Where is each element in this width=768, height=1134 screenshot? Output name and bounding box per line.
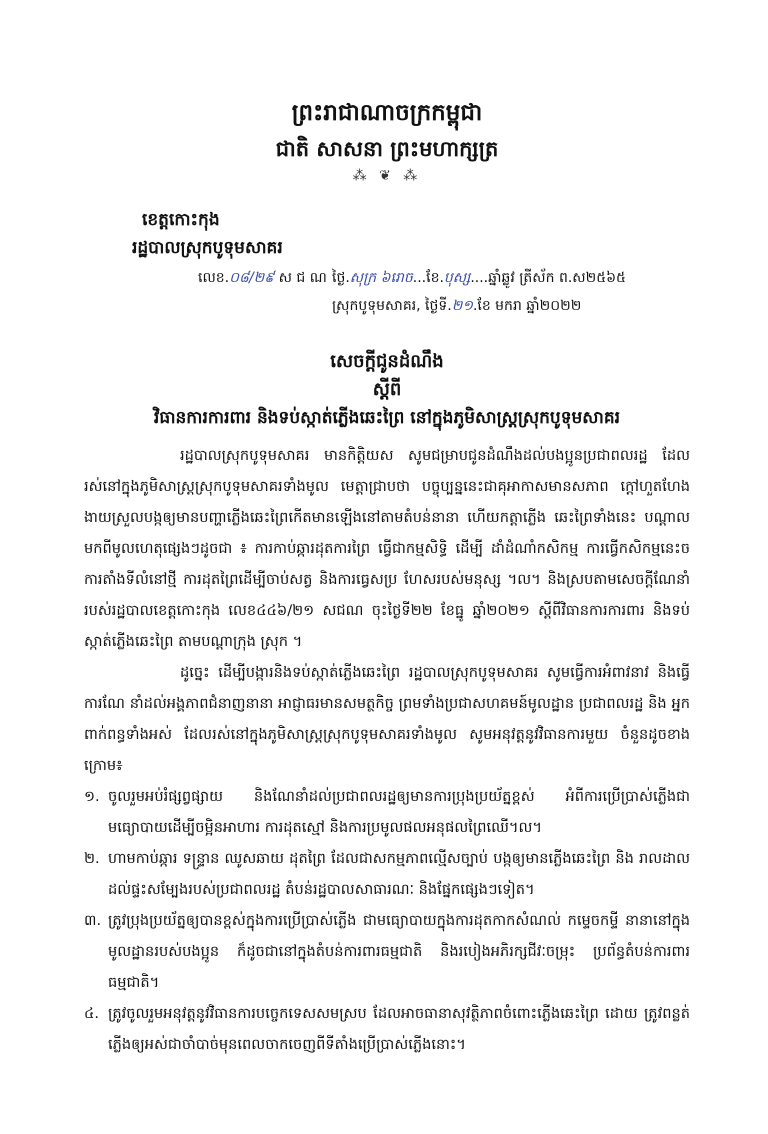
kingdom-heading: ព្រះរាជាណាចក្រកម្ពុជា xyxy=(291,100,483,126)
solar-day-handwritten: ២១ xyxy=(451,298,473,314)
notice-heading: សេចក្តីជូនដំណឹង xyxy=(330,351,444,372)
national-motto: ជាតិ សាសនា ព្រះមហាក្សត្រ xyxy=(275,137,499,161)
reference-and-date xyxy=(84,264,690,322)
ornament-divider: ⁂ ❦ ⁂ xyxy=(352,168,422,184)
measures-list xyxy=(84,781,690,1060)
notice-title xyxy=(84,348,690,432)
solar-month-year: ខែ មករា ឆ្នាំ២០២២ xyxy=(477,298,582,314)
list-item-number: ១. xyxy=(84,788,100,805)
district-administration: រដ្ឋបាលស្រុកបូទុមសាគរ xyxy=(132,238,283,258)
body-paragraph-2: ដូច្នេះ ដើម្បីបង្ការនិងទប់ស្កាត់ភ្លើងឆេះព្រៃ រដ្ឋបាលស្រុកបូទុមសាគរ សូមធ្វើការអំពាវនាវ និងធ្វើការណែ នាំដល់អង្គភាពជំនាញនានា អាជ្ញាធរមានសមត្ថកិច្ច ព្រមទាំងប្រជាសហគមន៍មូលដ្ឋាន ប្រជាពលរដ្ឋ និង អ្នកពាក់ពន្ធទាំងអស់ ដែលរស់នៅក្នុងភូមិសាស្ត្រស្រុកបូទុមសាគរទាំងមូល សូមអនុវត្តនូវវិធានការមួយ ចំនួនដូចខាងក្រោម៖ xyxy=(84,664,690,774)
lunar-day-handwritten: សុក្រ ៦រោច xyxy=(349,270,413,286)
reference-suffix: ស ជ ណ xyxy=(278,270,327,286)
letterhead xyxy=(84,96,690,188)
lunar-month-prefix: ខែ xyxy=(426,270,440,286)
list-item-number: ២. xyxy=(84,850,100,867)
lunar-year: ឆ្នាំឆ្លូវ ត្រីស័ក ព.ស២៥៦៥ xyxy=(488,270,626,286)
solar-date-prefix: ស្រុកបូទុមសាគរ, ថ្ងៃទី xyxy=(332,298,448,314)
province-name: ខេត្តកោះកុង xyxy=(142,210,220,230)
list-item-text: ត្រូវចូលរួមអនុវត្តនូវវិធានការបច្ចេកទេសសមស្រប ដែលអាចធានាសុវត្ថិភាពចំពោះភ្លើងឆេះព្រៃ ដោយ ត្រូវពន្លត់ភ្លើងឲ្យអស់ជាចាំបាច់មុនពេលចាកចេញពីទីតាំងប្រើប្រាស់ភ្លើងនោះ។ xyxy=(108,1005,690,1053)
issuing-authority xyxy=(84,206,690,262)
list-item-text: ហាមកាប់ឆ្ការ ទន្ទ្រាន ឈូសឆាយ ដុតព្រៃ ដែលជាសកម្មភាពល្មើសច្បាប់ បង្កឲ្យមានភ្លើងឆេះព្រៃ និង រាលដាលដល់ផ្ទះសម្បែងរបស់ប្រជាពលរដ្ឋ តំបន់រដ្ឋបាលសាធារណៈ និងផ្នែកផ្សេងៗទៀត។ xyxy=(108,850,690,898)
list-item-text: ចូលរួមអប់រំផ្សព្វផ្សាយ និងណែនាំដល់ប្រជាពលរដ្ឋឲ្យមានការប្រុងប្រយ័ត្នខ្ពស់ អំពីការប្រើប្រាស់ភ្លើងជា មធ្យោបាយដើម្បីចម្អិនអាហារ ការដុតស្មៅ និងការប្រមូលផលអនុផលព្រៃឈើ។ល។ xyxy=(108,788,690,836)
body-paragraph-1: រដ្ឋបាលស្រុកបូទុមសាគរ មានកិត្តិយស សូមជម្រាបជូនដំណឹងដល់បងប្អូនប្រជាពលរដ្ឋ ដែលរស់នៅក្នុងភូមិសាស្ត្រស្រុកបូទុមសាគរទាំងមូល មេត្តាជ្រាបថា បច្ចុប្បន្ននេះជាគុអាកាសមានសភាព ក្តៅហួតហែង ងាយស្រួលបង្កឲ្យមានបញ្ហាភ្លើងឆេះព្រៃកើតមានឡើងនៅតាមតំបន់នានា ហើយកត្តាភ្លើង ឆេះព្រៃទាំងនេះ បណ្តាលមកពីមូលហេតុផ្សេងៗដូចជា ៖ ការកាប់ឆ្ការដុតការព្រៃ ធ្វើជាកម្មសិទ្ធិ ដើម្បី ដាំដំណាំកសិកម្ម ការធ្វើកសិកម្មនេះច ការតាំងទីលំនៅថ្មី ការដុតព្រៃដើម្បីចាប់សត្វ និងការធ្វេសប្រ ហែសរបស់មនុស្ស ។ល។ និងស្របតាមសេចក្តីណែនាំរបស់រដ្ឋបាលខេត្តកោះកុង លេខ៤៤៦/២១ សជណ ចុះថ្ងៃទី២២ ខែធ្នូ ឆ្នាំ២០២១ ស្តីពីវិធានការការពារ និងទប់ស្កាត់ភ្លើងឆេះព្រៃ តាមបណ្តាក្រុង ស្រុក ។ xyxy=(84,447,690,650)
reference-prefix: លេខ. xyxy=(198,270,230,286)
list-item-number: ៣. xyxy=(84,912,102,929)
list-item xyxy=(84,843,690,905)
list-item xyxy=(84,998,690,1060)
lunar-date: ថ្ងៃ.សុក្រ ៦រោច...ខែ.បុស្ស....ឆ្នាំឆ្លូវ ត្រីស័ក ព.ស២៥៦៥ xyxy=(332,270,626,286)
lunar-month-handwritten: បុស្ស xyxy=(443,270,471,286)
list-item-number: ៤. xyxy=(84,1005,99,1022)
notice-subject: វិធានការការពារ និងទប់ស្កាត់ភ្លើងឆេះព្រៃ នៅក្នុងភូមិសាស្ត្រស្រុកបូទុមសាគរ xyxy=(153,408,621,428)
list-item xyxy=(84,781,690,843)
reference-handwritten-number: ០៨/២៩ xyxy=(229,270,275,286)
reference-number xyxy=(198,268,327,289)
solar-date: ស្រុកបូទុមសាគរ, ថ្ងៃទី.២១.ខែ មករា ឆ្នាំ២០២២ xyxy=(332,298,582,314)
list-item xyxy=(84,905,690,998)
lunar-date-prefix: ថ្ងៃ xyxy=(332,270,346,286)
notice-body xyxy=(84,440,690,1060)
notice-regarding: ស្តីពី xyxy=(372,379,402,400)
list-item-text: ត្រូវប្រុងប្រយ័ត្នឲ្យបានខ្ពស់ក្នុងការប្រើប្រាស់ភ្លើង ជាមធ្យោបាយក្នុងការដុតកាកសំណល់ កម្ទេចកម្ទី នានានៅក្នុងមូលដ្ឋានរបស់បងប្អូន ក៏ដូចជានៅក្នុងតំបន់ការពារធម្មជាតិ និងរបៀងអភិរក្សជីវៈចម្រុះ ប្រព័ន្ធតំបន់ការពារធម្មជាតិ។ xyxy=(108,912,690,991)
